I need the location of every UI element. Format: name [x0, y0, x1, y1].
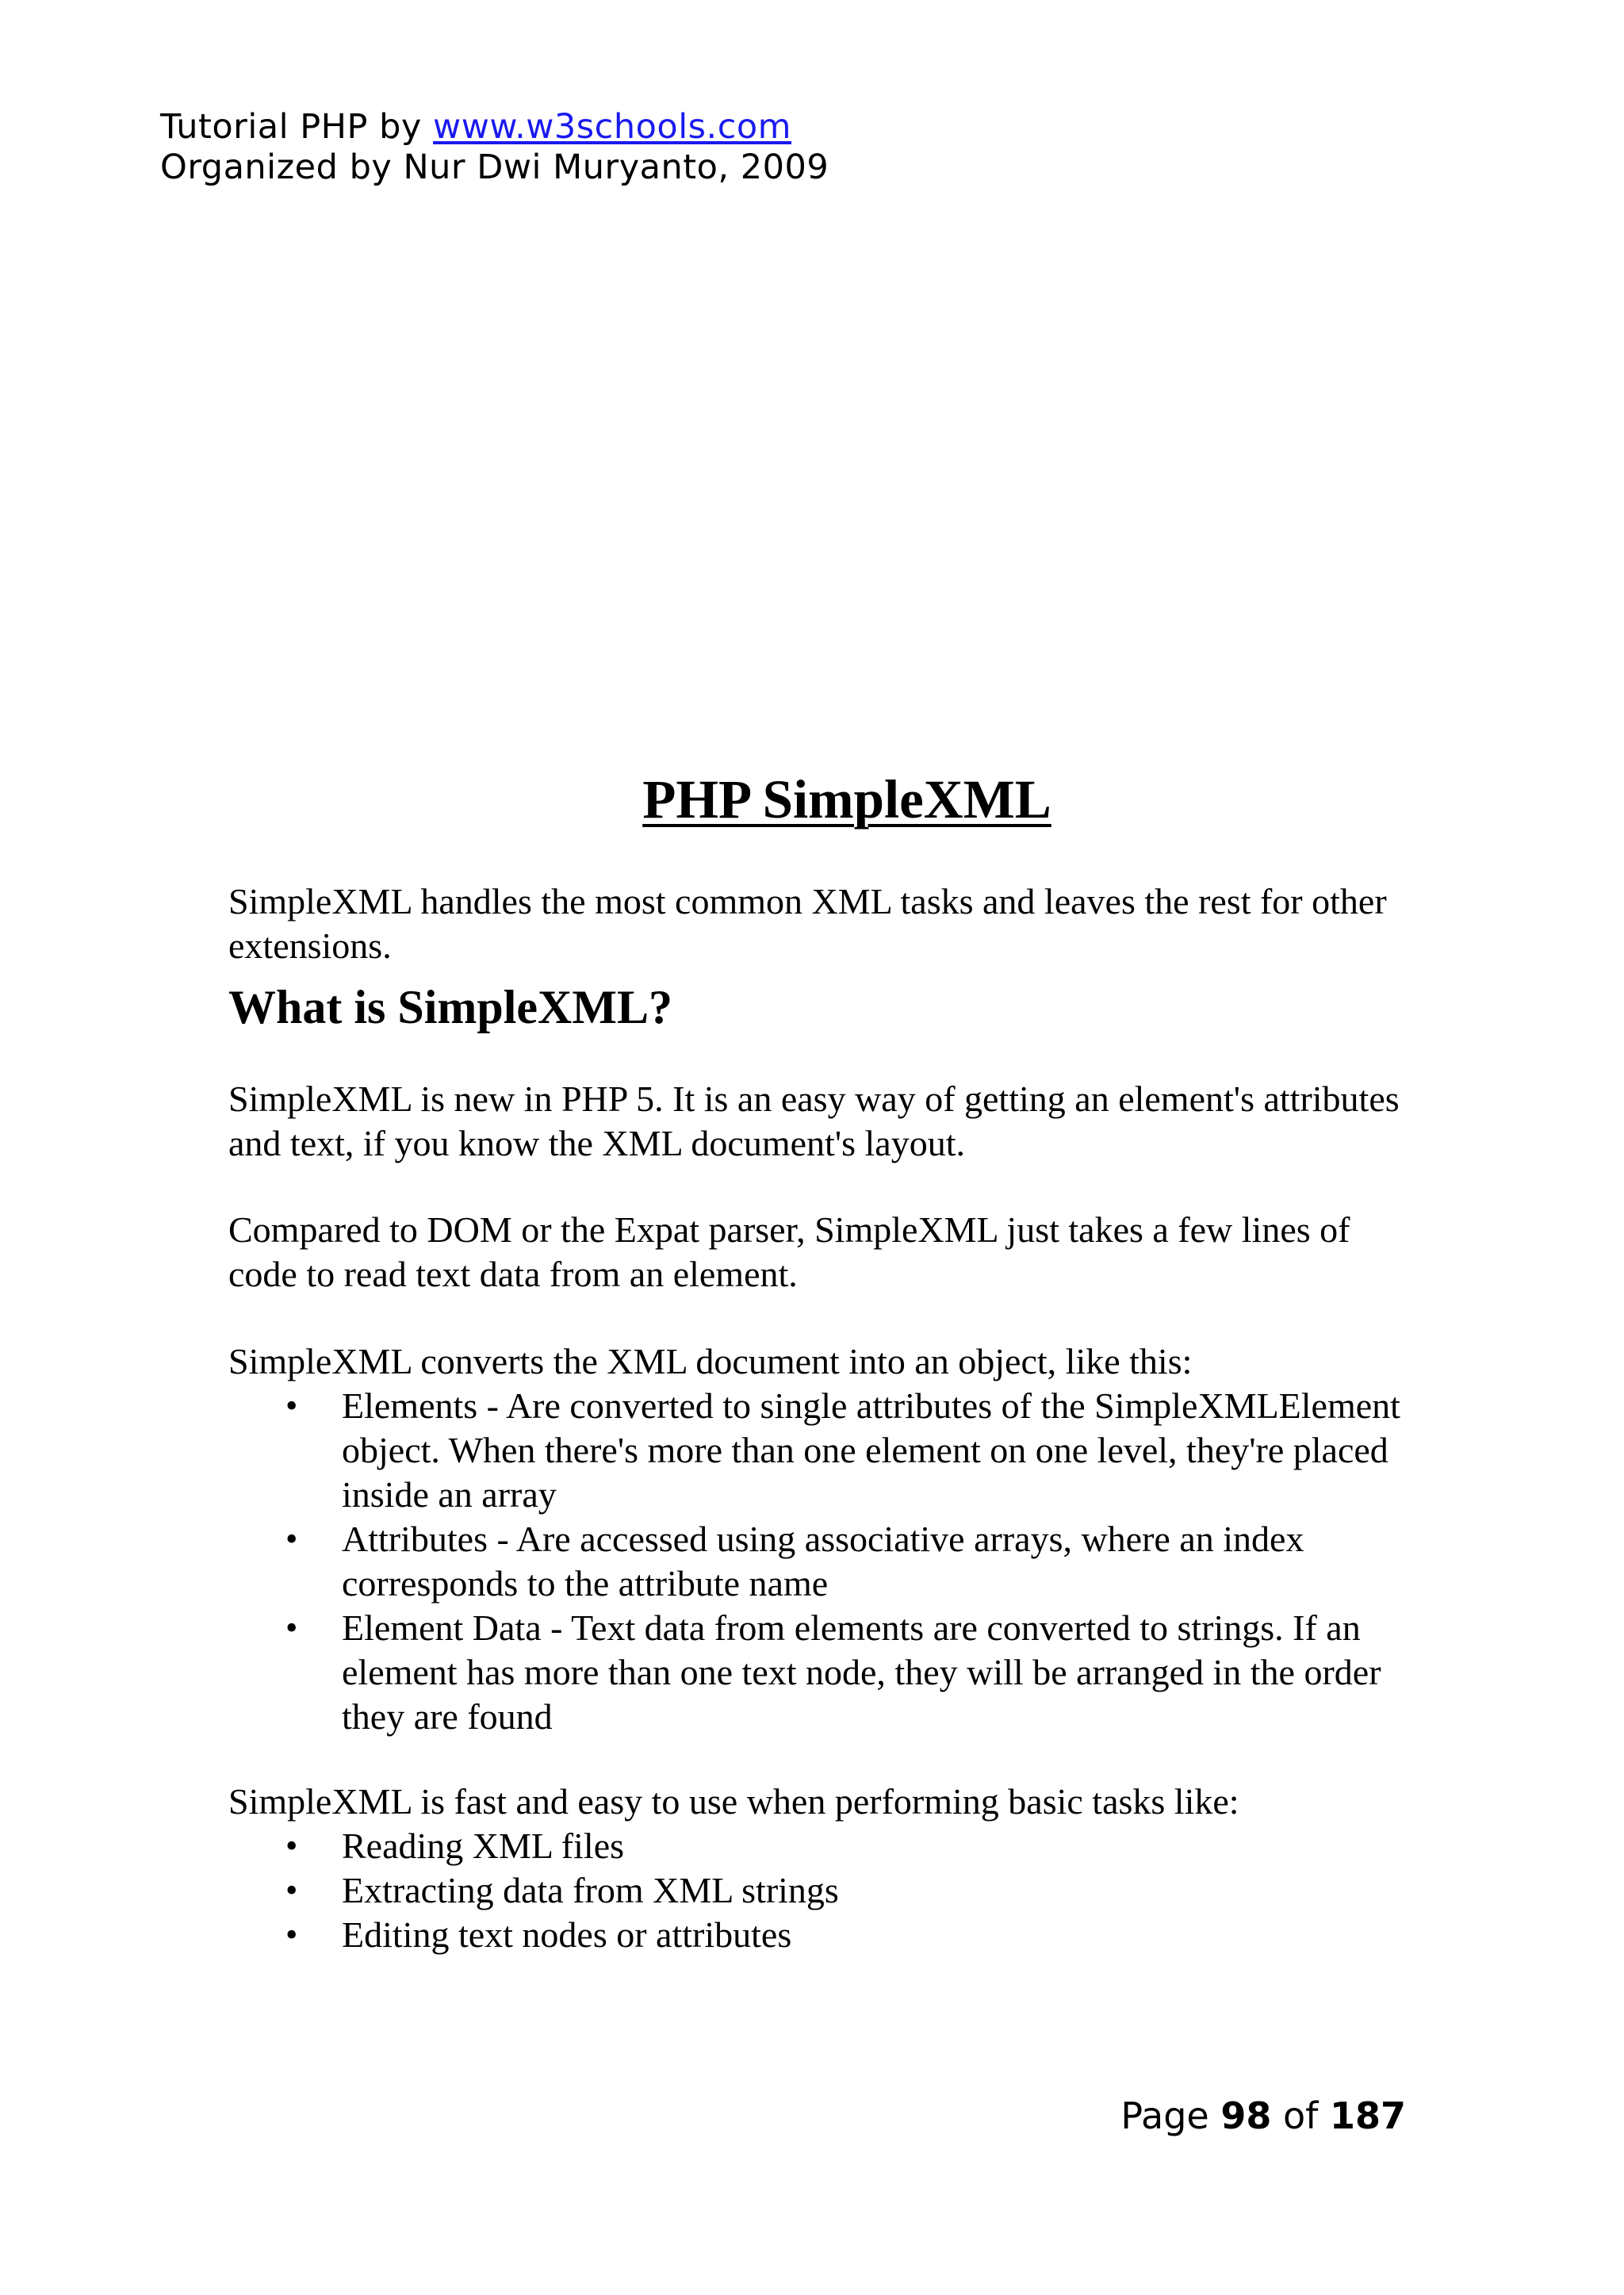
- page-footer: [1120, 2094, 1406, 2138]
- page-title: PHP SimpleXML: [642, 769, 1051, 829]
- page-total: 187: [1329, 2094, 1406, 2137]
- list-item: • Attributes - Are accessed using associative arrays, where an index corresponds to the attribute name: [228, 1517, 1418, 1606]
- list-item: • Reading XML files: [228, 1824, 1418, 1868]
- w3schools-link[interactable]: www.w3schools.com: [433, 107, 792, 147]
- header-line-1: [160, 107, 829, 148]
- of-label: of: [1283, 2094, 1319, 2137]
- page-header: [160, 107, 829, 188]
- section-heading: What is SimpleXML?: [228, 981, 673, 1033]
- list-item: • Elements - Are converted to single attributes of the SimpleXMLElement object. When there's more than one element on one level, they're placed inside an array: [228, 1384, 1418, 1517]
- conversion-list: [228, 1384, 1418, 1739]
- list-item: • Extracting data from XML strings: [228, 1868, 1418, 1913]
- list-item: • Element Data - Text data from elements are converted to strings. If an element has more than one text node, they will be arranged in the order they are found: [228, 1606, 1418, 1739]
- header-line-2: Organized by Nur Dwi Muryanto, 2009: [160, 148, 829, 187]
- list-item: • Editing text nodes or attributes: [228, 1913, 1418, 1957]
- header-prefix: Tutorial PHP by: [160, 107, 434, 147]
- paragraph-2: Compared to DOM or the Expat parser, SimpleXML just takes a few lines of code to read text data from an element.: [228, 1209, 1350, 1294]
- paragraph-1: SimpleXML is new in PHP 5. It is an easy way of getting an element's attributes and text, if you know the XML document's layout.: [228, 1079, 1400, 1163]
- tasks-list: [228, 1824, 1418, 1957]
- tasks-intro: SimpleXML is fast and easy to use when performing basic tasks like:: [228, 1781, 1239, 1822]
- page-number: 98: [1220, 2094, 1272, 2137]
- paragraph-3: SimpleXML converts the XML document into an object, like this:: [228, 1341, 1193, 1381]
- intro-paragraph: SimpleXML handles the most common XML tasks and leaves the rest for other extensions.: [228, 881, 1387, 966]
- page-label: Page: [1120, 2094, 1209, 2137]
